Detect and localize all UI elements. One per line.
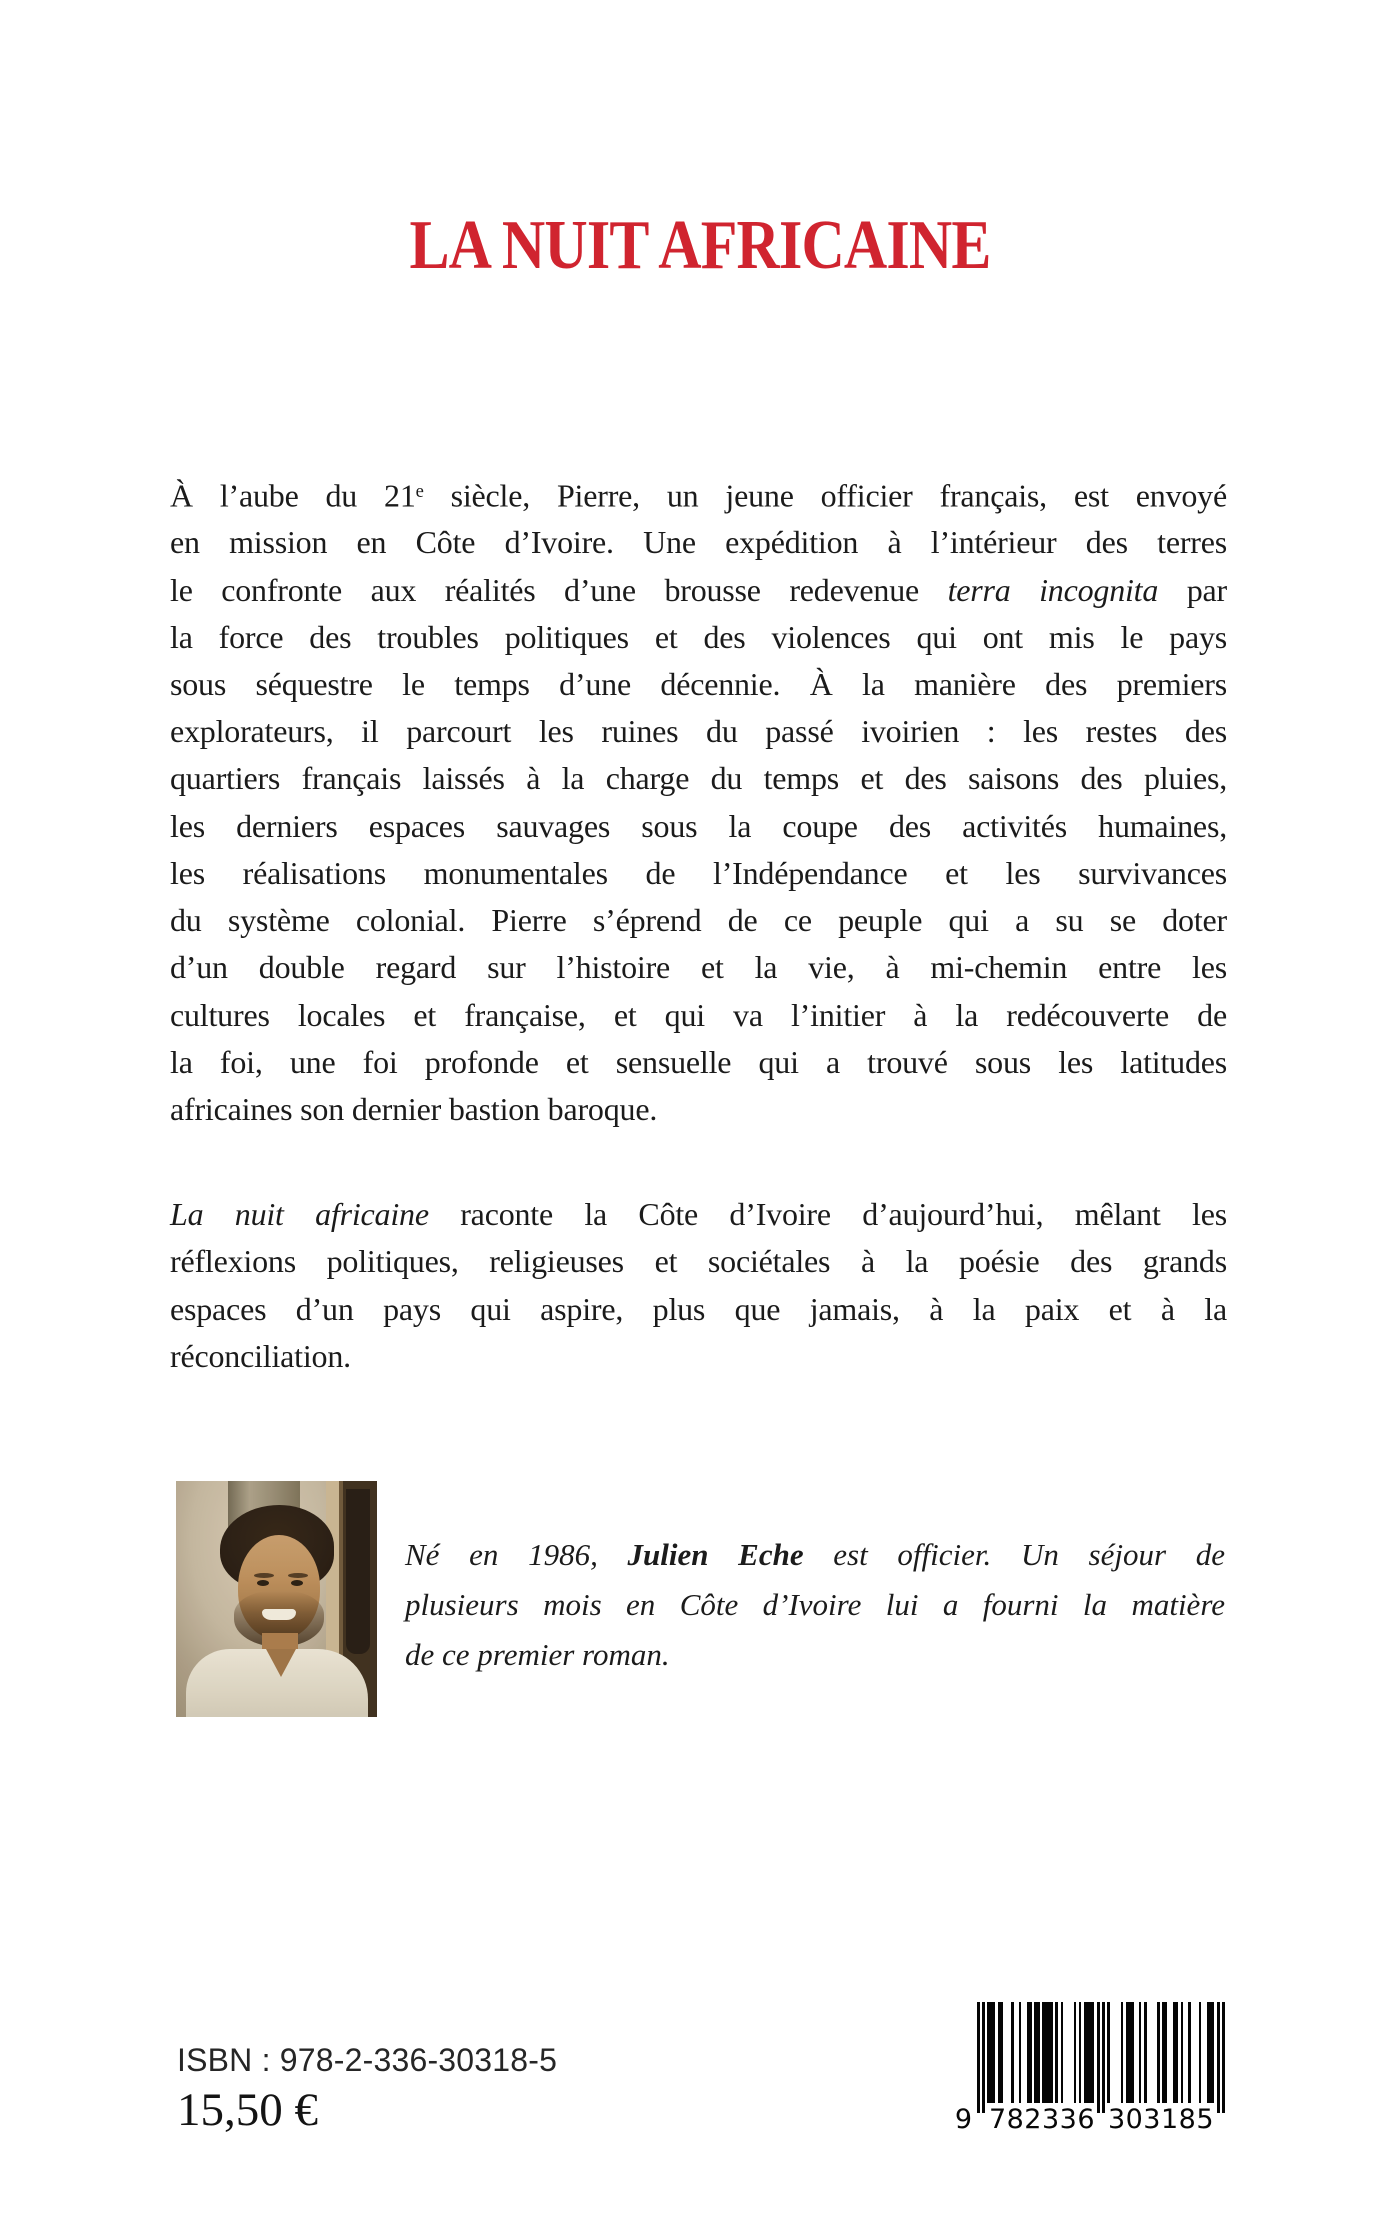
text-segment: Julien Eche [627, 1537, 804, 1572]
text-segment: sous séquestre le temps d’une décennie. À la manière des premiers [170, 666, 1227, 703]
barcode-bars [977, 2002, 1225, 2115]
text-line [170, 661, 1227, 708]
text-line [170, 755, 1227, 802]
text-segment: en mission en Côte d’Ivoire. Une expédition à l’intérieur des terres [170, 524, 1227, 561]
text-segment: explorateurs, il parcourt les ruines du passé ivoirien : les restes des [170, 713, 1227, 750]
text-line [170, 992, 1227, 1039]
text-segment: les réalisations monumentales de l’Indépendance et les survivances [170, 854, 1227, 891]
text-segment: quartiers français laissés à la charge du temps et des saisons des pluies, [170, 760, 1227, 797]
text-segment: terra incognita [947, 571, 1159, 608]
text-line [170, 1333, 1227, 1380]
text-segment: le confronte aux réalités d’une brousse redevenue [170, 571, 948, 608]
book-title: LA NUIT AFRICAINE [409, 207, 991, 284]
barcode-digit-group: 303185 [1105, 2105, 1217, 2134]
text-segment: du système colonial. Pierre s’éprend de ce peuple qui a su se doter [170, 902, 1227, 939]
barcode-bar [1222, 2002, 1225, 2113]
text-segment: plusieurs mois en Côte d’Ivoire lui a fourni la matière [405, 1587, 1225, 1622]
text-segment: est officier. Un séjour de [803, 1537, 1225, 1572]
text-segment: d’un double regard sur l’histoire et la vie, à mi-chemin entre les [170, 949, 1227, 986]
text-line [170, 614, 1227, 661]
text-line [170, 708, 1227, 755]
text-line [170, 519, 1227, 566]
synopsis [170, 468, 1227, 1380]
text-line [170, 850, 1227, 897]
text-line [170, 897, 1227, 944]
text-segment: La nuit africaine [170, 1196, 429, 1233]
text-segment: cultures locales et française, et qui va l’initier à la redécouverte de [170, 996, 1227, 1033]
text-segment: réflexions politiques, religieuses et sociétales à la poésie des grands [170, 1243, 1227, 1280]
price-text: 15,50 € [177, 2084, 318, 2136]
text-line [170, 468, 1227, 519]
text-line [170, 1191, 1227, 1238]
text-line [170, 1039, 1227, 1086]
text-segment: siècle, Pierre, un jeune officier français, est envoyé [423, 477, 1227, 514]
author-photo [176, 1481, 377, 1717]
text-line [170, 803, 1227, 850]
text-segment: par [1158, 571, 1227, 608]
text-line [170, 1086, 1227, 1133]
isbn-text: ISBN : 978-2-336-30318-5 [177, 2042, 558, 2078]
text-segment: les derniers espaces sauvages sous la coupe des activités humaines, [170, 807, 1227, 844]
text-segment: réconciliation. [170, 1337, 351, 1374]
text-segment: espaces d’un pays qui aspire, plus que jamais, à la paix et à la [170, 1290, 1227, 1327]
text-line [170, 944, 1227, 991]
text-line [170, 1238, 1227, 1285]
barcode-digit-group: 9 [954, 2104, 972, 2135]
photo-tint-overlay [176, 1481, 377, 1717]
text-line [170, 1286, 1227, 1333]
text-segment: e [415, 481, 424, 502]
text-segment: À l’aube du 21 [170, 477, 416, 514]
text-line [405, 1580, 1225, 1630]
synopsis-paragraph [170, 1191, 1227, 1380]
text-segment: la foi, une foi profonde et sensuelle qui a trouvé sous les latitudes [170, 1043, 1227, 1080]
text-segment: de ce premier roman. [405, 1637, 670, 1672]
text-segment: la force des troubles politiques et des violences qui ont mis le pays [170, 618, 1227, 655]
text-segment: Né en 1986, [405, 1537, 628, 1572]
text-line [170, 567, 1227, 614]
text-segment: raconte la Côte d’Ivoire d’aujourd’hui, mêlant les [428, 1196, 1227, 1233]
text-segment: africaines son dernier bastion baroque. [170, 1090, 658, 1127]
barcode-digit-group: 782336 [988, 2104, 1096, 2135]
text-line [405, 1530, 1225, 1580]
barcode [954, 2002, 1225, 2137]
author-bio [405, 1530, 1225, 1680]
text-line [405, 1630, 1225, 1680]
barcode-digits [954, 2104, 1225, 2135]
synopsis-paragraph [170, 468, 1227, 1133]
